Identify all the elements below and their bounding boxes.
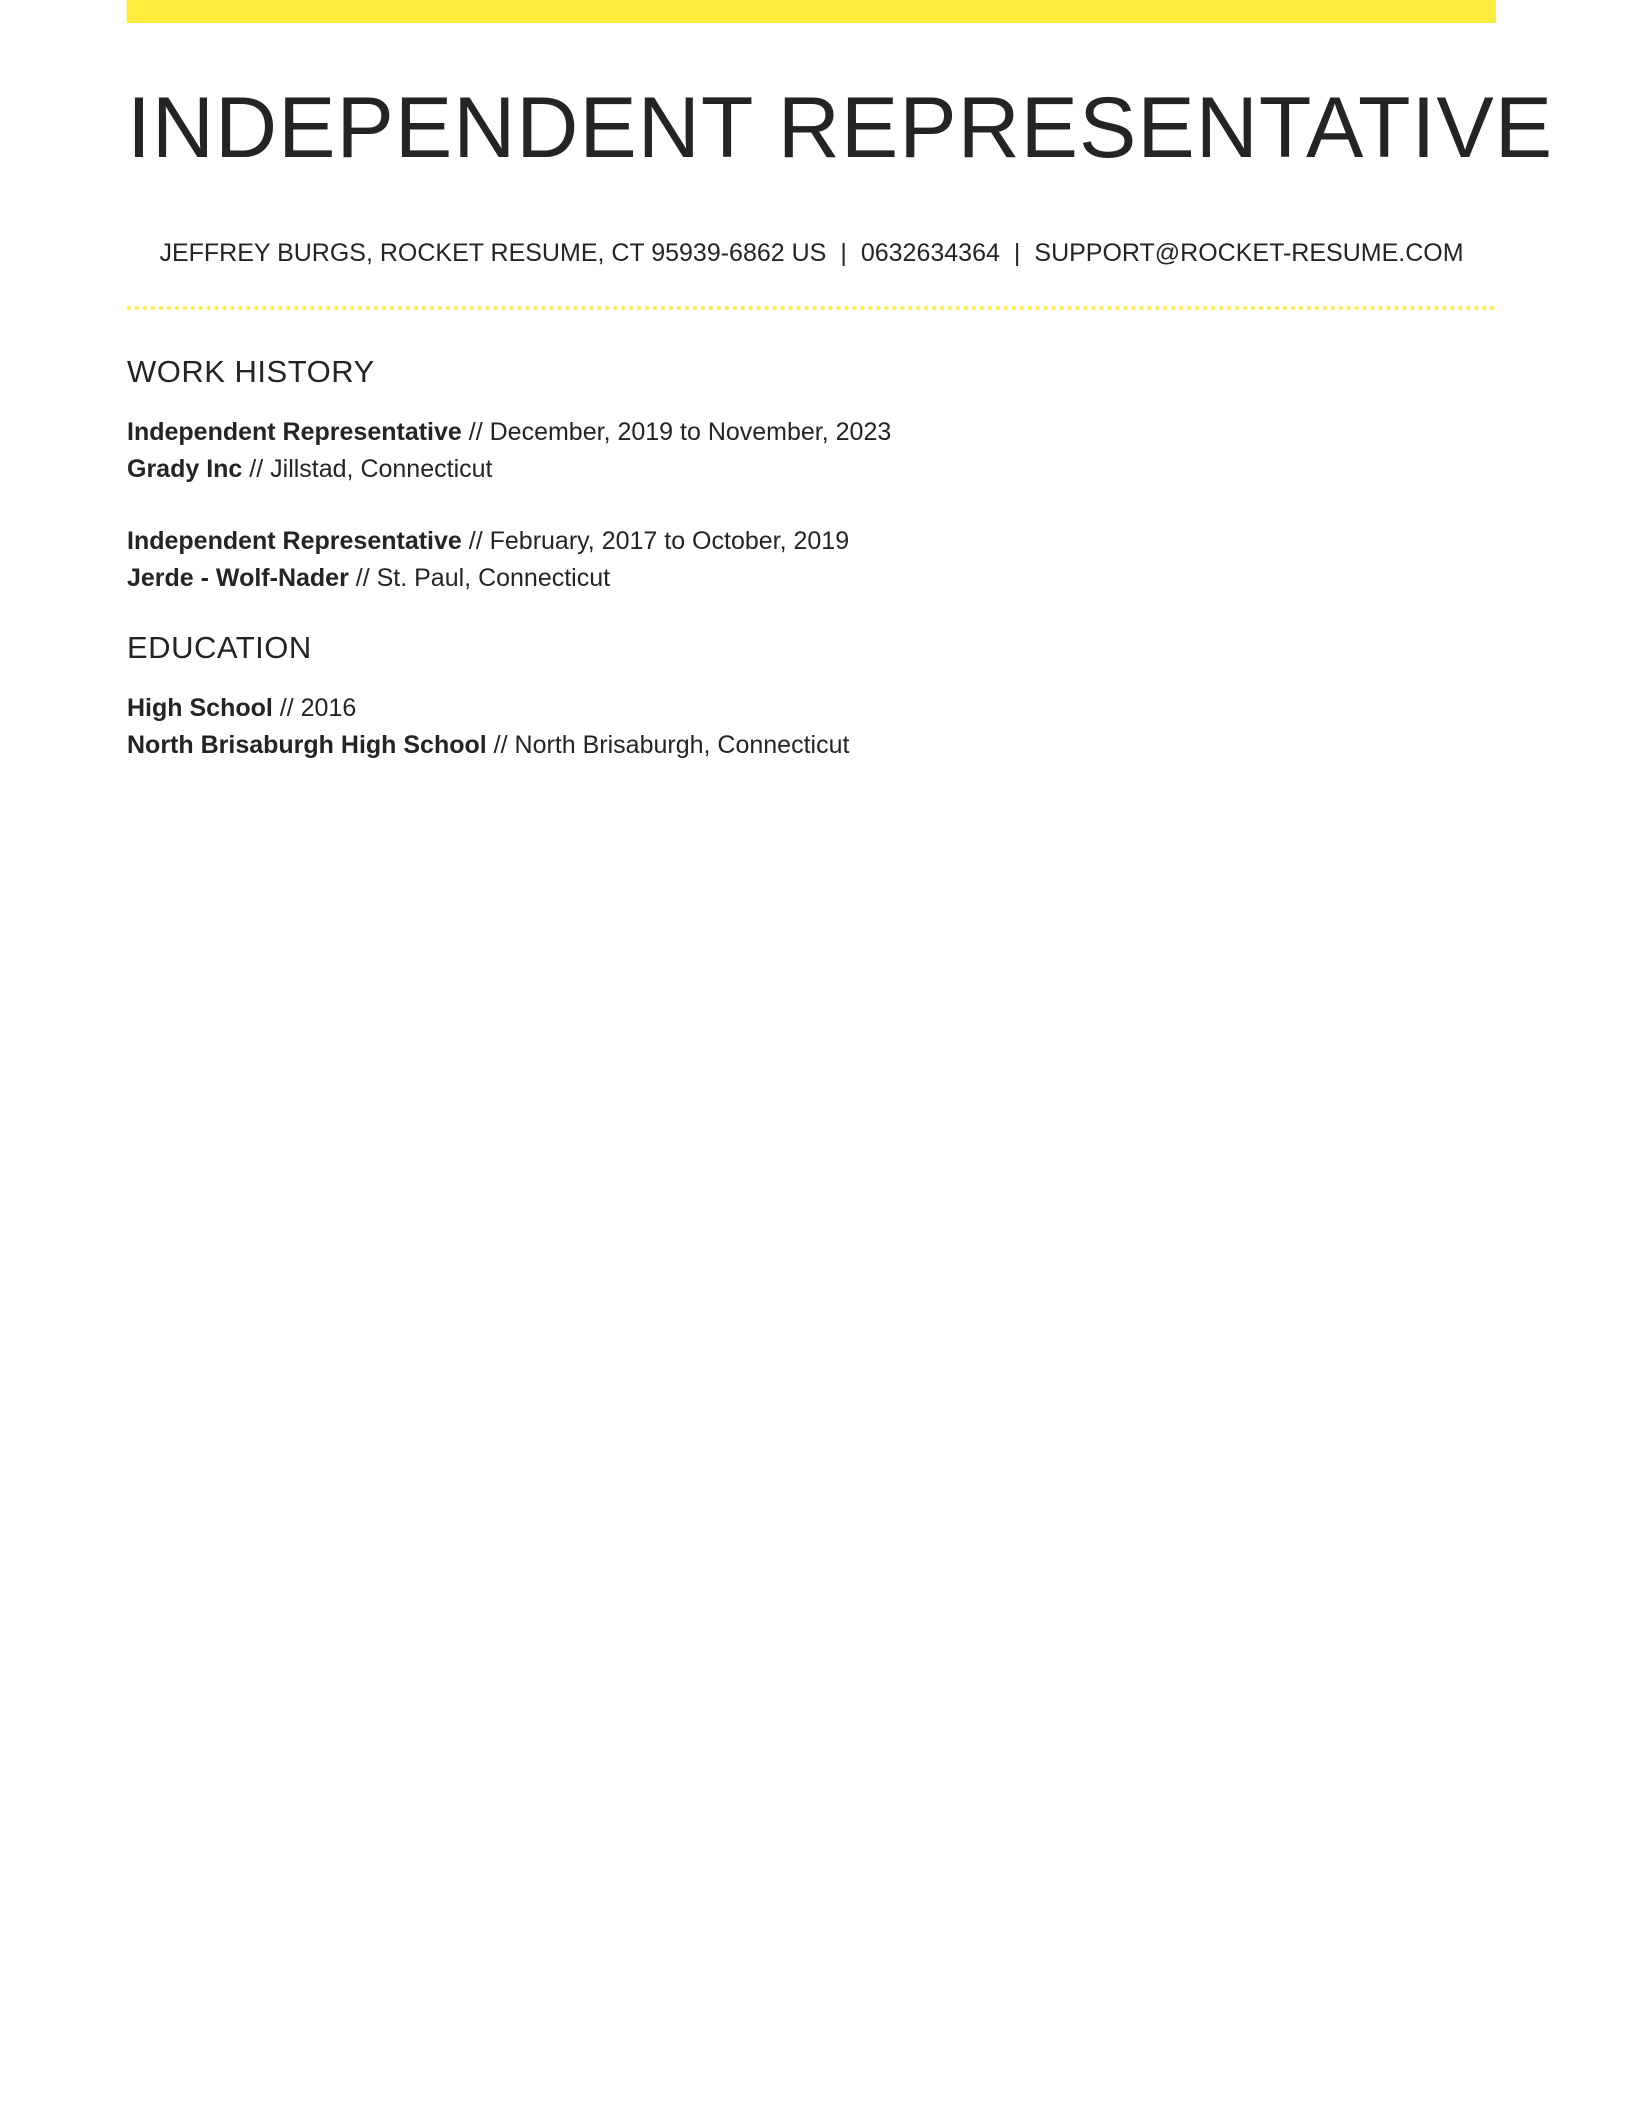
contact-phone: 0632634364 [860, 239, 1000, 267]
delimiter: // [279, 694, 294, 722]
contact-address: JEFFREY BURGS, ROCKET RESUME, CT 95939-6862 US [159, 239, 827, 267]
job-company-line [127, 452, 492, 486]
education-school-line [127, 728, 849, 762]
job-title-line [127, 415, 891, 449]
contact-email: SUPPORT@ROCKET-RESUME.COM [1034, 239, 1464, 267]
contact-line [127, 236, 1496, 270]
delimiter: // [355, 564, 370, 592]
delimiter: // [468, 527, 483, 555]
contact-separator: | [1013, 239, 1021, 267]
delimiter: // [493, 731, 508, 759]
education-year: 2016 [300, 694, 357, 722]
education-degree: High School [127, 694, 273, 722]
page-title: INDEPENDENT REPRESENTATIVE [127, 80, 1554, 176]
job-title: Independent Representative [127, 527, 462, 555]
job-title: Independent Representative [127, 418, 462, 446]
job-location: St. Paul, Connecticut [376, 564, 611, 592]
job-company: Jerde - Wolf-Nader [127, 564, 349, 592]
contact-separator: | [840, 239, 847, 267]
job-location: Jillstad, Connecticut [270, 455, 493, 483]
section-divider [127, 306, 1496, 310]
education-school: North Brisaburgh High School [127, 731, 487, 759]
job-dates: February, 2017 to October, 2019 [489, 527, 850, 555]
education-heading: EDUCATION [127, 630, 312, 665]
job-company: Grady Inc [127, 455, 243, 483]
job-company-line [127, 561, 610, 595]
education-location: North Brisaburgh, Connecticut [514, 731, 850, 759]
accent-top-bar [127, 0, 1496, 23]
delimiter: // [468, 418, 483, 446]
job-title-line [127, 524, 849, 558]
delimiter: // [249, 455, 264, 483]
job-dates: December, 2019 to November, 2023 [489, 418, 892, 446]
education-degree-line [127, 691, 356, 725]
work-history-heading: WORK HISTORY [127, 354, 375, 389]
